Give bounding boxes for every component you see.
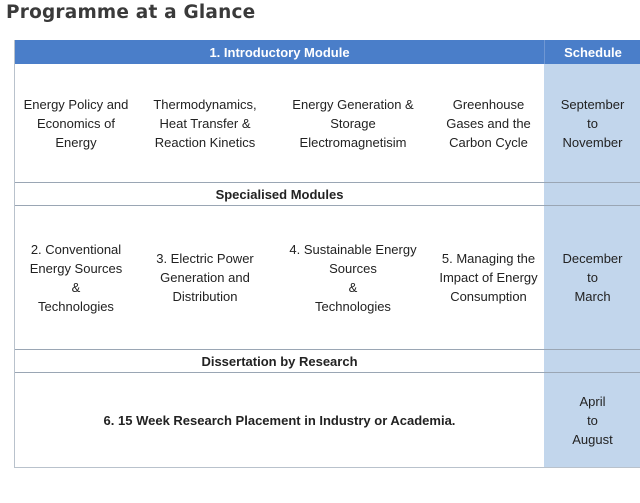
intro-module-energy-policy: Energy Policy and Economics of Energy [23, 96, 129, 150]
intro-module-energy-generation: Energy Generation & Storage Electromagnetisim [292, 96, 414, 150]
spec-module-managing-impact: 5. Managing the Impact of Energy Consumption [439, 251, 538, 304]
specialised-heading: Specialised Modules [215, 186, 344, 202]
intro-module-thermodynamics: Thermodynamics, Heat Transfer & Reaction Kinetics [153, 96, 257, 150]
spec-module-electric-power: 3. Electric Power Generation and Distribution [156, 251, 254, 304]
spec-schedule: December to March [562, 251, 623, 304]
dissertation-schedule: April to August [572, 393, 613, 447]
header-module-cell: 1. Introductory Module [15, 40, 544, 64]
spec-module-sustainable: 4. Sustainable Energy Sources & Technologies [289, 241, 417, 314]
dissertation-heading: Dissertation by Research [201, 353, 358, 369]
header-schedule-cell: Schedule [544, 40, 640, 64]
intro-module-greenhouse-gases: Greenhouse Gases and the Carbon Cycle [446, 96, 531, 150]
programme-table [14, 40, 640, 468]
spec-module-conventional: 2. Conventional Energy Sources & Technologies [29, 241, 123, 314]
page-title: Programme at a Glance [6, 2, 256, 23]
dissertation-placement: 6. 15 Week Research Placement in Industry or Academia. [103, 412, 456, 428]
intro-schedule: September to November [560, 96, 625, 150]
